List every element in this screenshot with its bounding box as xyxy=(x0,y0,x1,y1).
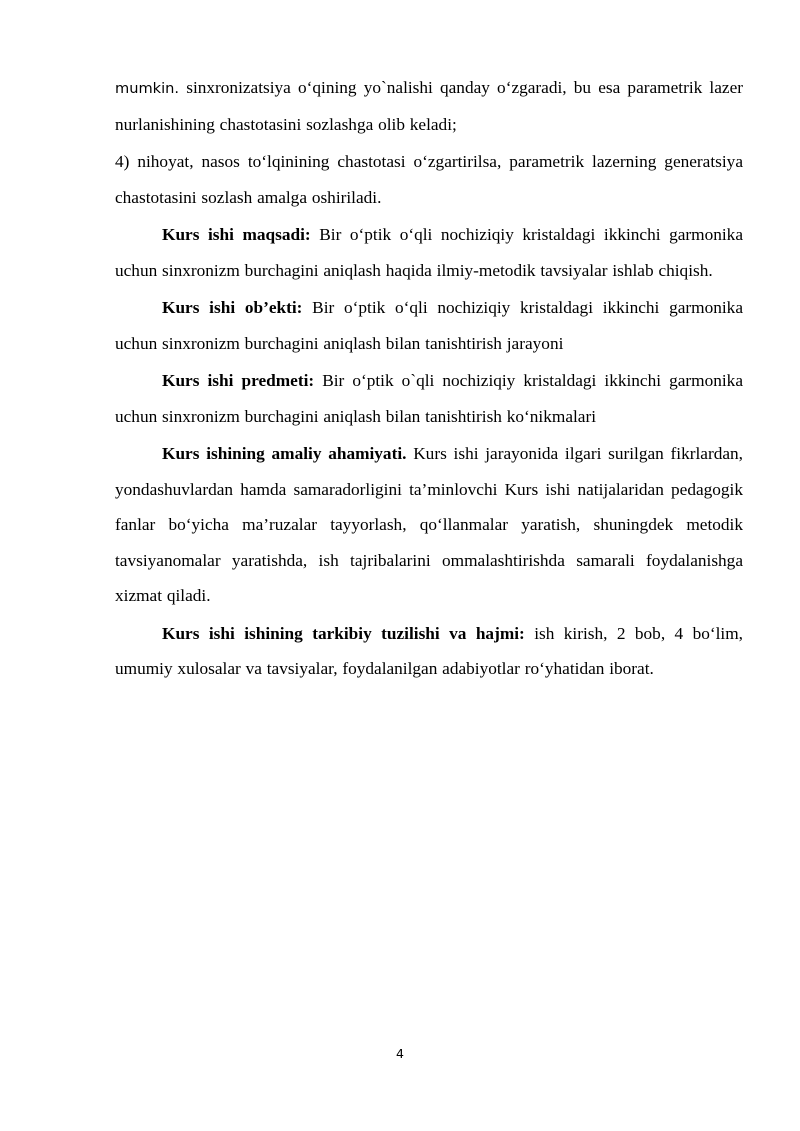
paragraph-practical-value-heading: Kurs ishining amaliy ahamiyati. xyxy=(162,444,407,463)
paragraph-continuation xyxy=(115,70,743,142)
paragraph-subject-heading: Kurs ishi predmeti: xyxy=(162,371,315,390)
paragraph-practical-value-text: Kurs ishi jarayonida ilgari surilgan fikrlardan, yondashuvlardan hamda samaradorligini ta’minlovchi Kurs ishi natijalaridan pedagogik fanlar boʻyicha ma’ruzalar tayyorlash, qoʻllanmalar yaratish, shuningdek metodik tavsiyanomalar yaratishda, ish tajribalarini ommalashtirishda samarali foydalanishga xizmat qiladi. xyxy=(115,444,743,605)
paragraph-object xyxy=(115,290,743,361)
paragraph-goal-heading: Kurs ishi maqsadi: xyxy=(162,225,311,244)
page-number: 4 xyxy=(396,1046,404,1061)
paragraph-practical-value xyxy=(115,436,743,614)
paragraph-subject xyxy=(115,363,743,434)
page-body xyxy=(115,70,743,687)
paragraph-goal-text: Bir oʻptik oʻqli nochiziqiy kristaldagi ikkinchi garmonika uchun sinxronizm burchagini aniqlash haqida ilmiy-metodik tavsiyalar ishlab chiqish. xyxy=(115,225,743,280)
paragraph-step-4 xyxy=(115,144,743,215)
paragraph-structure-text: ish kirish, 2 bob, 4 boʻlim, umumiy xulosalar va tavsiyalar, foydalanilgan adabiyotlar roʻyhatidan iborat. xyxy=(115,623,743,678)
paragraph-subject-text: Bir oʻptik o`qli nochiziqiy kristaldagi ikkinchi garmonika uchun sinxronizm burchagini aniqlash bilan tanishtirish koʻnikmalari xyxy=(115,371,743,426)
paragraph-continuation-lead-word: mumkin. xyxy=(115,80,180,97)
paragraph-object-text: Bir oʻptik oʻqli nochiziqiy kristaldagi ikkinchi garmonika uchun sinxronizm burchagini aniqlash bilan tanishtirish jarayoni xyxy=(115,298,743,353)
paragraph-step-4-text: 4) nihoyat, nasos toʻlqinining chastotasi oʻzgartirilsa, parametrik lazerning generatsiya chastotasini sozlash amalga oshiriladi. xyxy=(115,152,743,207)
paragraph-object-heading: Kurs ishi ob’ekti: xyxy=(162,298,303,317)
paragraph-continuation-text: sinxronizatsiya oʻqining yo`nalishi qanday oʻzgaradi, bu esa parametrik lazer nurlanishining chastotasini sozlashga olib keladi; xyxy=(115,78,743,134)
paragraph-goal xyxy=(115,217,743,288)
paragraph-structure xyxy=(115,616,743,687)
paragraph-structure-heading: Kurs ishi ishining tarkibiy tuzilishi va hajmi: xyxy=(162,623,525,643)
